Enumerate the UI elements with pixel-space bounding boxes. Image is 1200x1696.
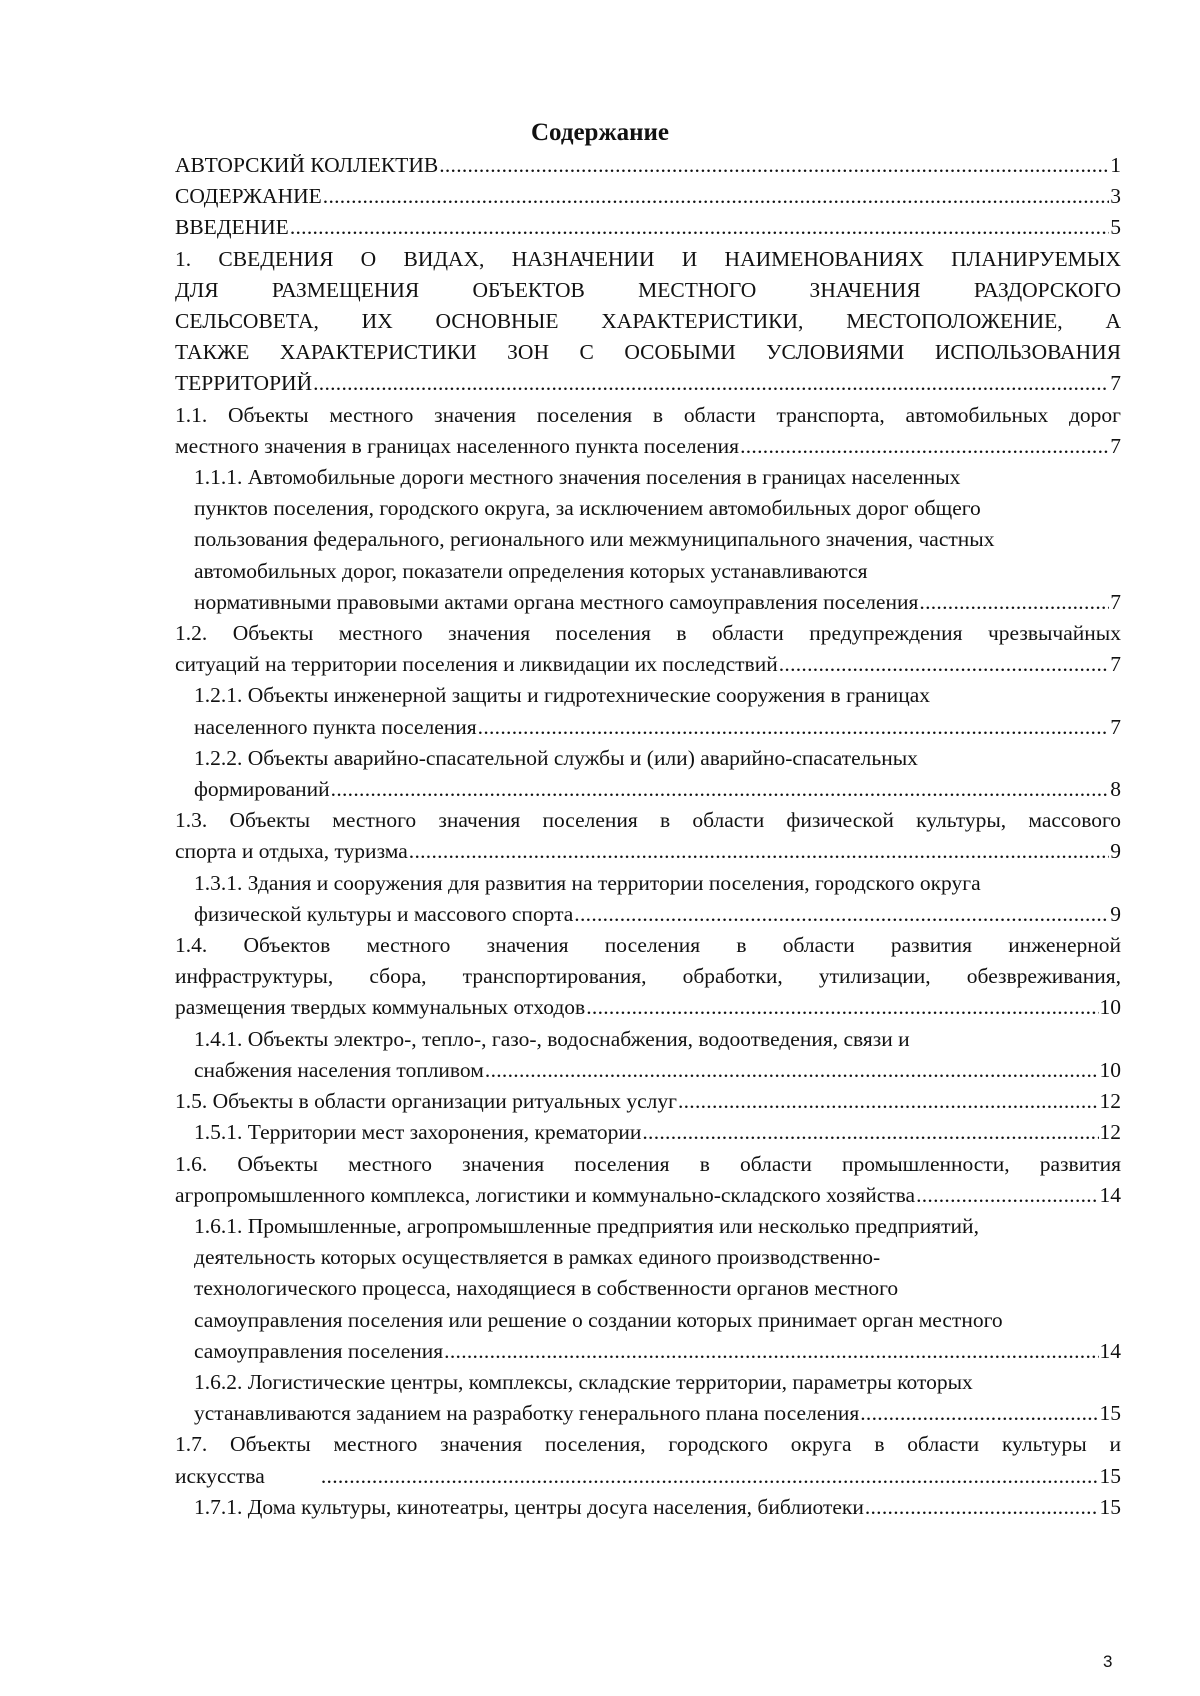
toc-entry-title: 1.5.1. Территории мест захоронения, крематории	[194, 1120, 642, 1145]
toc-page-number: 15	[1099, 1463, 1121, 1488]
toc-entry-last-line	[175, 431, 1121, 462]
toc-entry[interactable]	[175, 1367, 1121, 1429]
toc-entry-last-line	[175, 212, 1121, 243]
dot-leader	[586, 992, 1098, 1023]
toc-page-number: 9	[1110, 901, 1121, 926]
dot-leader	[409, 836, 1109, 867]
toc-entry-line: 1.2. Объекты местного значения поселения в области предупреждения чрезвычайных	[175, 621, 1121, 646]
toc-entry-line: 1.2.2. Объекты аварийно-спасательной службы и (или) аварийно-спасательных	[194, 745, 918, 770]
toc-entry-title: спорта и отдыха, туризма	[175, 839, 408, 864]
toc-entry[interactable]	[175, 743, 1121, 805]
dot-leader	[642, 1117, 1098, 1148]
toc-entry-line: СЕЛЬСОВЕТА, ИХ ОСНОВНЫЕ ХАРАКТЕРИСТИКИ, МЕСТОПОЛОЖЕНИЕ, А	[175, 309, 1121, 334]
toc-entry-last-line	[194, 1336, 1121, 1367]
toc-entry-title: устанавливаются заданием на разработку генерального плана поселения	[194, 1401, 860, 1426]
dot-leader	[331, 774, 1110, 805]
dot-leader	[678, 1086, 1099, 1117]
dot-leader	[290, 212, 1109, 243]
dot-leader	[574, 899, 1109, 930]
dot-leader	[860, 1398, 1098, 1429]
page-title: Содержание	[530, 119, 669, 146]
toc-entry-last-line	[175, 368, 1121, 399]
toc-page-number: 10	[1099, 1057, 1121, 1082]
dot-leader	[323, 181, 1109, 212]
toc-page-number: 7	[1110, 652, 1121, 677]
toc-entry-last-line	[175, 649, 1121, 680]
toc-entry-last-line	[194, 774, 1121, 805]
toc-entry-title: СОДЕРЖАНИЕ	[175, 184, 322, 209]
toc-page-number: 15	[1099, 1401, 1121, 1426]
toc-page-number: 15	[1099, 1494, 1121, 1519]
toc-entry-line: 1.2.1. Объекты инженерной защиты и гидротехнические сооружения в границах	[194, 683, 930, 708]
toc-page-number: 5	[1110, 215, 1121, 240]
toc-page-number: 7	[1110, 433, 1121, 458]
toc-page-number: 1	[1110, 153, 1121, 177]
toc-entry-line: пунктов поселения, городского округа, за исключением автомобильных дорог общего	[194, 496, 981, 521]
toc-page-number: 12	[1099, 1089, 1121, 1114]
dot-leader	[865, 1492, 1099, 1523]
toc-entry[interactable]	[175, 244, 1121, 400]
toc-entry-title: населенного пункта поселения	[194, 714, 477, 739]
dot-leader	[444, 1336, 1098, 1367]
toc-entry-title: формирований	[194, 777, 330, 802]
toc-page-number: 7	[1110, 714, 1121, 739]
dot-leader	[478, 712, 1110, 743]
dot-leader	[919, 587, 1109, 618]
toc-entry-line: технологического процесса, находящиеся в собственности органов местного	[194, 1276, 899, 1301]
toc-entry-last-line	[194, 1398, 1121, 1429]
table-of-contents	[175, 150, 1121, 1523]
page-number: 3	[1103, 1652, 1113, 1671]
dot-leader	[916, 1180, 1098, 1211]
toc-entry-title: 1.7.1. Дома культуры, кинотеатры, центры досуга населения, библиотеки	[194, 1494, 864, 1519]
toc-entry-last-line	[175, 836, 1121, 867]
toc-page-number: 8	[1110, 777, 1121, 802]
toc-page-number: 3	[1110, 184, 1121, 209]
dot-leader	[779, 649, 1110, 680]
toc-entry[interactable]	[175, 181, 1121, 212]
toc-entry-line: 1.4. Объектов местного значения поселения в области развития инженерной	[175, 933, 1121, 958]
toc-entry-title: размещения твердых коммунальных отходов	[175, 995, 586, 1020]
dot-leader	[321, 1461, 1099, 1492]
toc-entry[interactable]	[175, 150, 1121, 181]
dot-leader	[485, 1055, 1099, 1086]
toc-entry-title: агропромышленного комплекса, логистики и коммунально-складского хозяйства	[175, 1182, 916, 1207]
toc-entry[interactable]	[175, 1149, 1121, 1211]
toc-entry-last-line	[194, 1492, 1121, 1523]
toc-entry-title: местного значения в границах населенного пункта поселения	[175, 433, 740, 458]
toc-entry[interactable]	[175, 1492, 1121, 1523]
toc-entry-line: 1.6.2. Логистические центры, комплексы, складские территории, параметры которых	[194, 1369, 973, 1394]
toc-entry-line: 1. СВЕДЕНИЯ О ВИДАХ, НАЗНАЧЕНИИ И НАИМЕНОВАНИЯХ ПЛАНИРУЕМЫХ	[175, 246, 1121, 271]
toc-entry[interactable]	[175, 680, 1121, 742]
toc-entry-line: деятельность которых осуществляется в рамках единого производственно-	[194, 1245, 881, 1270]
toc-entry[interactable]	[175, 618, 1121, 680]
toc-entry-line: 1.6.1. Промышленные, агропромышленные предприятия или несколько предприятий,	[194, 1213, 979, 1238]
toc-entry-line: пользования федерального, регионального или межмуниципального значения, частных	[194, 527, 995, 552]
toc-page-number: 9	[1110, 839, 1121, 864]
dot-leader	[740, 431, 1109, 462]
toc-entry-last-line	[194, 899, 1121, 930]
toc-entry-line: 1.3. Объекты местного значения поселения в области физической культуры, массового	[175, 808, 1121, 833]
toc-entry-line: инфраструктуры, сбора, транспортирования, обработки, утилизации, обезвреживания,	[175, 964, 1121, 989]
toc-entry-title: ВВЕДЕНИЕ	[175, 215, 289, 240]
toc-entry-last-line	[194, 1117, 1121, 1148]
toc-entry-line: 1.3.1. Здания и сооружения для развития на территории поселения, городского округа	[194, 870, 981, 895]
dot-leader	[439, 150, 1109, 181]
toc-entry[interactable]	[175, 1211, 1121, 1367]
toc-entry[interactable]	[175, 868, 1121, 930]
toc-entry-title: ситуаций на территории поселения и ликвидации их последствий	[175, 652, 778, 677]
toc-page-number: 14	[1099, 1338, 1121, 1363]
toc-page-number: 7	[1110, 589, 1121, 614]
toc-page-number: 12	[1099, 1120, 1121, 1145]
toc-entry-line: 1.7. Объекты местного значения поселения, городского округа в области культуры и	[175, 1432, 1121, 1457]
toc-entry-last-line	[175, 992, 1121, 1023]
toc-entry-title: ТЕРРИТОРИЙ	[175, 371, 313, 396]
toc-entry[interactable]	[175, 1086, 1121, 1117]
toc-entry-line: автомобильных дорог, показатели определения которых устанавливаются	[194, 558, 868, 583]
toc-entry-line: 1.6. Объекты местного значения поселения в области промышленности, развития	[175, 1151, 1121, 1176]
toc-entry-line: 1.4.1. Объекты электро-, тепло-, газо-, водоснабжения, водоотведения, связи и	[194, 1026, 910, 1051]
toc-entry-last-line	[194, 1055, 1121, 1086]
toc-entry[interactable]	[175, 400, 1121, 462]
toc-entry-last-line	[175, 150, 1121, 181]
toc-entry-last-line	[175, 1180, 1121, 1211]
toc-entry[interactable]	[175, 462, 1121, 618]
toc-entry-title: самоуправления поселения	[194, 1338, 444, 1363]
toc-entry[interactable]	[175, 805, 1121, 867]
toc-entry-line: ТАКЖЕ ХАРАКТЕРИСТИКИ ЗОН С ОСОБЫМИ УСЛОВИЯМИ ИСПОЛЬЗОВАНИЯ	[175, 340, 1121, 365]
toc-entry-last-line	[194, 587, 1121, 618]
toc-entry[interactable]	[175, 212, 1121, 243]
toc-entry-title: 1.5. Объекты в области организации ритуальных услуг	[175, 1089, 677, 1114]
toc-entry-title: искусства	[175, 1463, 265, 1488]
toc-entry-line: самоуправления поселения или решение о создании которых принимает орган местного	[194, 1307, 1003, 1332]
dot-leader	[313, 368, 1109, 399]
toc-page-number: 10	[1099, 995, 1121, 1020]
toc-page-number: 7	[1110, 371, 1121, 396]
toc-entry[interactable]	[175, 1117, 1121, 1148]
toc-entry-last-line	[175, 1086, 1121, 1117]
toc-entry[interactable]	[175, 1024, 1121, 1086]
toc-entry-line: ДЛЯ РАЗМЕЩЕНИЯ ОБЪЕКТОВ МЕСТНОГО ЗНАЧЕНИЯ РАЗДОРСКОГО	[175, 277, 1121, 302]
toc-entry-title: физической культуры и массового спорта	[194, 901, 574, 926]
toc-entry-title: АВТОРСКИЙ КОЛЛЕКТИВ	[175, 153, 439, 177]
toc-entry-line: 1.1. Объекты местного значения поселения в области транспорта, автомобильных дорог	[175, 402, 1121, 427]
toc-entry-last-line	[175, 1461, 1121, 1492]
toc-entry-last-line	[175, 181, 1121, 212]
toc-entry[interactable]	[175, 930, 1121, 1024]
toc-entry-line: 1.1.1. Автомобильные дороги местного значения поселения в границах населенных	[194, 465, 961, 490]
toc-entry-last-line	[194, 712, 1121, 743]
toc-entry-title: снабжения населения топливом	[194, 1057, 484, 1082]
toc-entry-title: нормативными правовыми актами органа местного самоуправления поселения	[194, 589, 919, 614]
toc-entry[interactable]	[175, 1429, 1121, 1491]
toc-page-number: 14	[1099, 1182, 1121, 1207]
